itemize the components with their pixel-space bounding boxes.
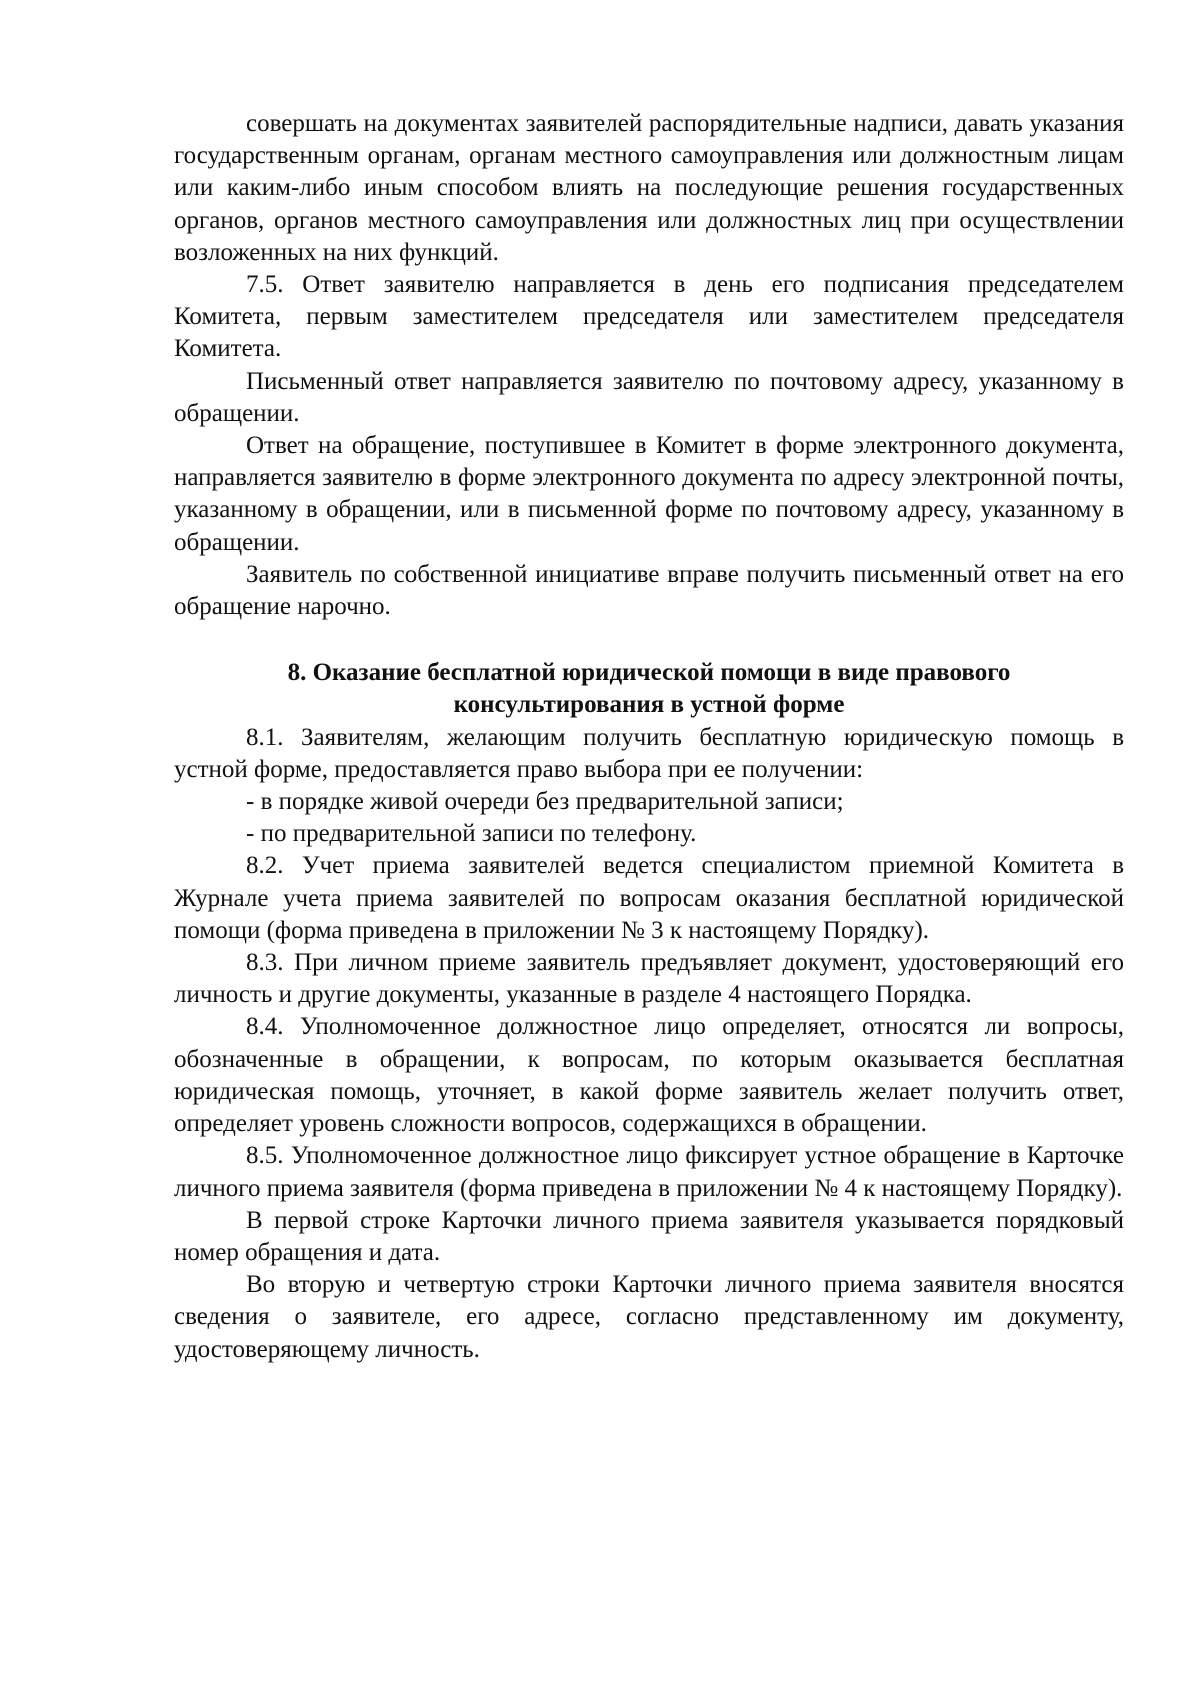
- paragraph-7-5: 7.5. Ответ заявителю направляется в день его подписания председателем Комитета, первым заместителем председателя или заместителем председателя Комитета.: [174, 271, 1124, 363]
- paragraph-second-fourth-rows: Во вторую и четвертую строки Карточки личного приема заявителя вносятся сведения о заявителе, его адресе, согласно представленному им документу, удостоверяющему личность.: [174, 1271, 1124, 1363]
- paragraph-8-4: 8.4. Уполномоченное должностное лицо определяет, относятся ли вопросы, обозначенные в обращении, к вопросам, по которым оказывается бесплатная юридическая помощь, уточняет, в какой форме заявитель желает получить ответ, определяет уровень сложности вопросов, содержащихся в обращении.: [174, 1013, 1124, 1138]
- paragraph-first-row: В первой строке Карточки личного приема заявителя указывается порядковый номер обращения и дата.: [174, 1206, 1124, 1266]
- paragraph-initiative: Заявитель по собственной инициативе вправе получить письменный ответ на его обращение нарочно.: [174, 560, 1124, 621]
- paragraph-continuation: совершать на документах заявителей распорядительные надписи, давать указания государственным органам, органам местного самоуправления или должностным лицам или каким-либо иным способом влиять на последующие решения государственных органов, органов местного самоуправления или должностных лиц при осуществлении возложенных на них функций.: [174, 110, 1124, 266]
- document-page: [174, 108, 1124, 1366]
- paragraph-8-5: 8.5. Уполномоченное должностное лицо фиксирует устное обращение в Карточке личного приема заявителя (форма приведена в приложении № 4 к настоящему Порядку).: [174, 1142, 1124, 1202]
- paragraph-written-answer: Письменный ответ направляется заявителю по почтовому адресу, указанному в обращении.: [174, 367, 1124, 427]
- section-8-heading-line1: 8. Оказание бесплатной юридической помощи в виде правового: [287, 659, 1011, 687]
- section-8-heading-line2: консультирования в устной форме: [453, 691, 845, 719]
- paragraph-8-2: 8.2. Учет приема заявителей ведется специалистом приемной Комитета в Журнале учета приема заявителей по вопросам оказания бесплатной юридической помощи (форма приведена в приложении № 3 к настоящему Порядку).: [174, 852, 1124, 944]
- paragraph-electronic-answer: Ответ на обращение, поступившее в Комитет в форме электронного документа, направляется заявителю в форме электронного документа по адресу электронной почты, указанному в обращении, или в письменной форме по почтовому адресу, указанному в обращении.: [174, 432, 1124, 556]
- paragraph-8-1-option-queue: - в порядке живой очереди без предварительной записи;: [246, 788, 844, 816]
- paragraph-8-1-option-phone: - по предварительной записи по телефону.: [246, 820, 697, 848]
- paragraph-8-1: 8.1. Заявителям, желающим получить бесплатную юридическую помощь в устной форме, предоставляется право выбора при ее получении:: [174, 723, 1124, 783]
- section-8-heading: [174, 657, 1124, 721]
- paragraph-8-3: 8.3. При личном приеме заявитель предъявляет документ, удостоверяющий его личность и другие документы, указанные в разделе 4 настоящего Порядка.: [174, 949, 1124, 1009]
